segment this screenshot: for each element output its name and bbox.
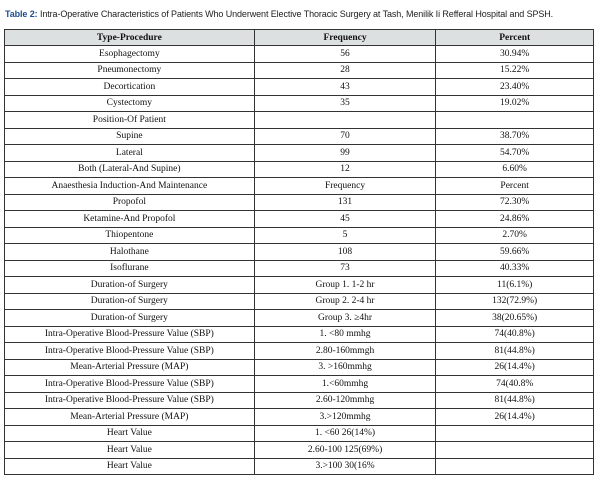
cell-frequency: 1.<60mmhg: [254, 376, 436, 393]
cell-percent: 15.22%: [436, 62, 594, 79]
cell-frequency: 2.60-120mmhg: [254, 392, 436, 409]
table-row: [5, 145, 594, 162]
cell-percent: 38(20.65%): [436, 310, 594, 327]
cell-percent: 11(6.1%): [436, 277, 594, 294]
cell-percent: [436, 442, 594, 459]
cell-frequency: 45: [254, 211, 436, 228]
table-row: [5, 79, 594, 96]
cell-frequency: 2.80-160mmgh: [254, 343, 436, 360]
cell-category: Isoflurane: [5, 260, 255, 277]
table-row: [5, 392, 594, 409]
cell-frequency: 1. <80 mmhg: [254, 326, 436, 343]
table-row: [5, 211, 594, 228]
cell-category: Heart Value: [5, 425, 255, 442]
cell-frequency: Group 2. 2-4 hr: [254, 293, 436, 310]
cell-frequency: 3.>120mmhg: [254, 409, 436, 426]
table-row: [5, 46, 594, 63]
table-row: [5, 244, 594, 261]
cell-percent: 26(14.4%): [436, 409, 594, 426]
header-percent: Percent: [436, 30, 594, 46]
table-row: [5, 343, 594, 360]
cell-frequency: 28: [254, 62, 436, 79]
table-row: [5, 458, 594, 475]
cell-percent: 81(44.8%): [436, 343, 594, 360]
cell-frequency: Group 3. ≥4hr: [254, 310, 436, 327]
cell-category: Duration-of Surgery: [5, 293, 255, 310]
cell-category: Halothane: [5, 244, 255, 261]
table-row: [5, 112, 594, 129]
table-row: [5, 442, 594, 459]
cell-percent: 26(14.4%): [436, 359, 594, 376]
cell-percent: [436, 112, 594, 129]
cell-category: Heart Value: [5, 442, 255, 459]
caption-label: Table 2:: [5, 9, 38, 19]
cell-frequency: 108: [254, 244, 436, 261]
cell-frequency: 70: [254, 128, 436, 145]
table-row: [5, 161, 594, 178]
cell-frequency: 3.>100 30(16%: [254, 458, 436, 475]
caption-text: Intra-Operative Characteristics of Patients Who Underwent Elective Thoracic Surgery at Tash, Menilik Ii Refferal Hospital and SPSH.: [37, 9, 554, 19]
header-type-procedure: Type-Procedure: [5, 30, 255, 46]
cell-percent: 74(40.8%: [436, 376, 594, 393]
cell-category: Intra-Operative Blood-Pressure Value (SBP): [5, 343, 255, 360]
cell-percent: 2.70%: [436, 227, 594, 244]
cell-category: Mean-Arterial Pressure (MAP): [5, 359, 255, 376]
cell-frequency: 99: [254, 145, 436, 162]
table-row: [5, 194, 594, 211]
cell-percent: 6.60%: [436, 161, 594, 178]
cell-frequency: 73: [254, 260, 436, 277]
table-row: [5, 326, 594, 343]
cell-category: Cystectomy: [5, 95, 255, 112]
cell-category: Esophagectomy: [5, 46, 255, 63]
cell-percent: 30.94%: [436, 46, 594, 63]
table-row: [5, 376, 594, 393]
cell-percent: 23.40%: [436, 79, 594, 96]
cell-category: Lateral: [5, 145, 255, 162]
cell-category: Ketamine-And Propofol: [5, 211, 255, 228]
cell-percent: 59.66%: [436, 244, 594, 261]
cell-category: Duration-of Surgery: [5, 277, 255, 294]
cell-frequency: 5: [254, 227, 436, 244]
table-row: [5, 227, 594, 244]
cell-category: Position-Of Patient: [5, 112, 255, 129]
cell-frequency: 2.60-100 125(69%): [254, 442, 436, 459]
table-row: [5, 425, 594, 442]
cell-percent: 132(72.9%): [436, 293, 594, 310]
cell-percent: 19.02%: [436, 95, 594, 112]
table-row: [5, 409, 594, 426]
table-row: [5, 128, 594, 145]
cell-percent: [436, 425, 594, 442]
cell-category: Both (Lateral-And Supine): [5, 161, 255, 178]
table-row: [5, 293, 594, 310]
cell-category: Mean-Arterial Pressure (MAP): [5, 409, 255, 426]
cell-frequency: Frequency: [254, 178, 436, 195]
cell-frequency: 3. >160mmhg: [254, 359, 436, 376]
cell-frequency: 1. <60 26(14%): [254, 425, 436, 442]
header-frequency: Frequency: [254, 30, 436, 46]
table-row: [5, 310, 594, 327]
cell-percent: 38.70%: [436, 128, 594, 145]
cell-percent: 54.70%: [436, 145, 594, 162]
table-row: [5, 260, 594, 277]
cell-category: Thiopentone: [5, 227, 255, 244]
table-row: [5, 95, 594, 112]
cell-frequency: 43: [254, 79, 436, 96]
cell-category: Intra-Operative Blood-Pressure Value (SBP): [5, 392, 255, 409]
table-row: [5, 178, 594, 195]
cell-percent: [436, 458, 594, 475]
table-row: [5, 277, 594, 294]
cell-category: Anaesthesia Induction-And Maintenance: [5, 178, 255, 195]
cell-frequency: [254, 112, 436, 129]
cell-percent: Percent: [436, 178, 594, 195]
cell-category: Duration-of Surgery: [5, 310, 255, 327]
cell-percent: 40.33%: [436, 260, 594, 277]
cell-frequency: 131: [254, 194, 436, 211]
table-header-row: [5, 30, 594, 46]
cell-percent: 72.30%: [436, 194, 594, 211]
characteristics-table: [4, 29, 594, 475]
cell-percent: 81(44.8%): [436, 392, 594, 409]
cell-category: Decortication: [5, 79, 255, 96]
cell-frequency: 12: [254, 161, 436, 178]
table-caption: [5, 9, 553, 19]
cell-category: Intra-Operative Blood-Pressure Value (SBP): [5, 376, 255, 393]
cell-frequency: 35: [254, 95, 436, 112]
cell-category: Propofol: [5, 194, 255, 211]
cell-category: Pneumonectomy: [5, 62, 255, 79]
cell-frequency: Group 1. 1-2 hr: [254, 277, 436, 294]
cell-frequency: 56: [254, 46, 436, 63]
table-row: [5, 62, 594, 79]
cell-percent: 74(40.8%): [436, 326, 594, 343]
cell-category: Heart Value: [5, 458, 255, 475]
cell-category: Intra-Operative Blood-Pressure Value (SBP): [5, 326, 255, 343]
cell-category: Supine: [5, 128, 255, 145]
table-row: [5, 359, 594, 376]
cell-percent: 24.86%: [436, 211, 594, 228]
